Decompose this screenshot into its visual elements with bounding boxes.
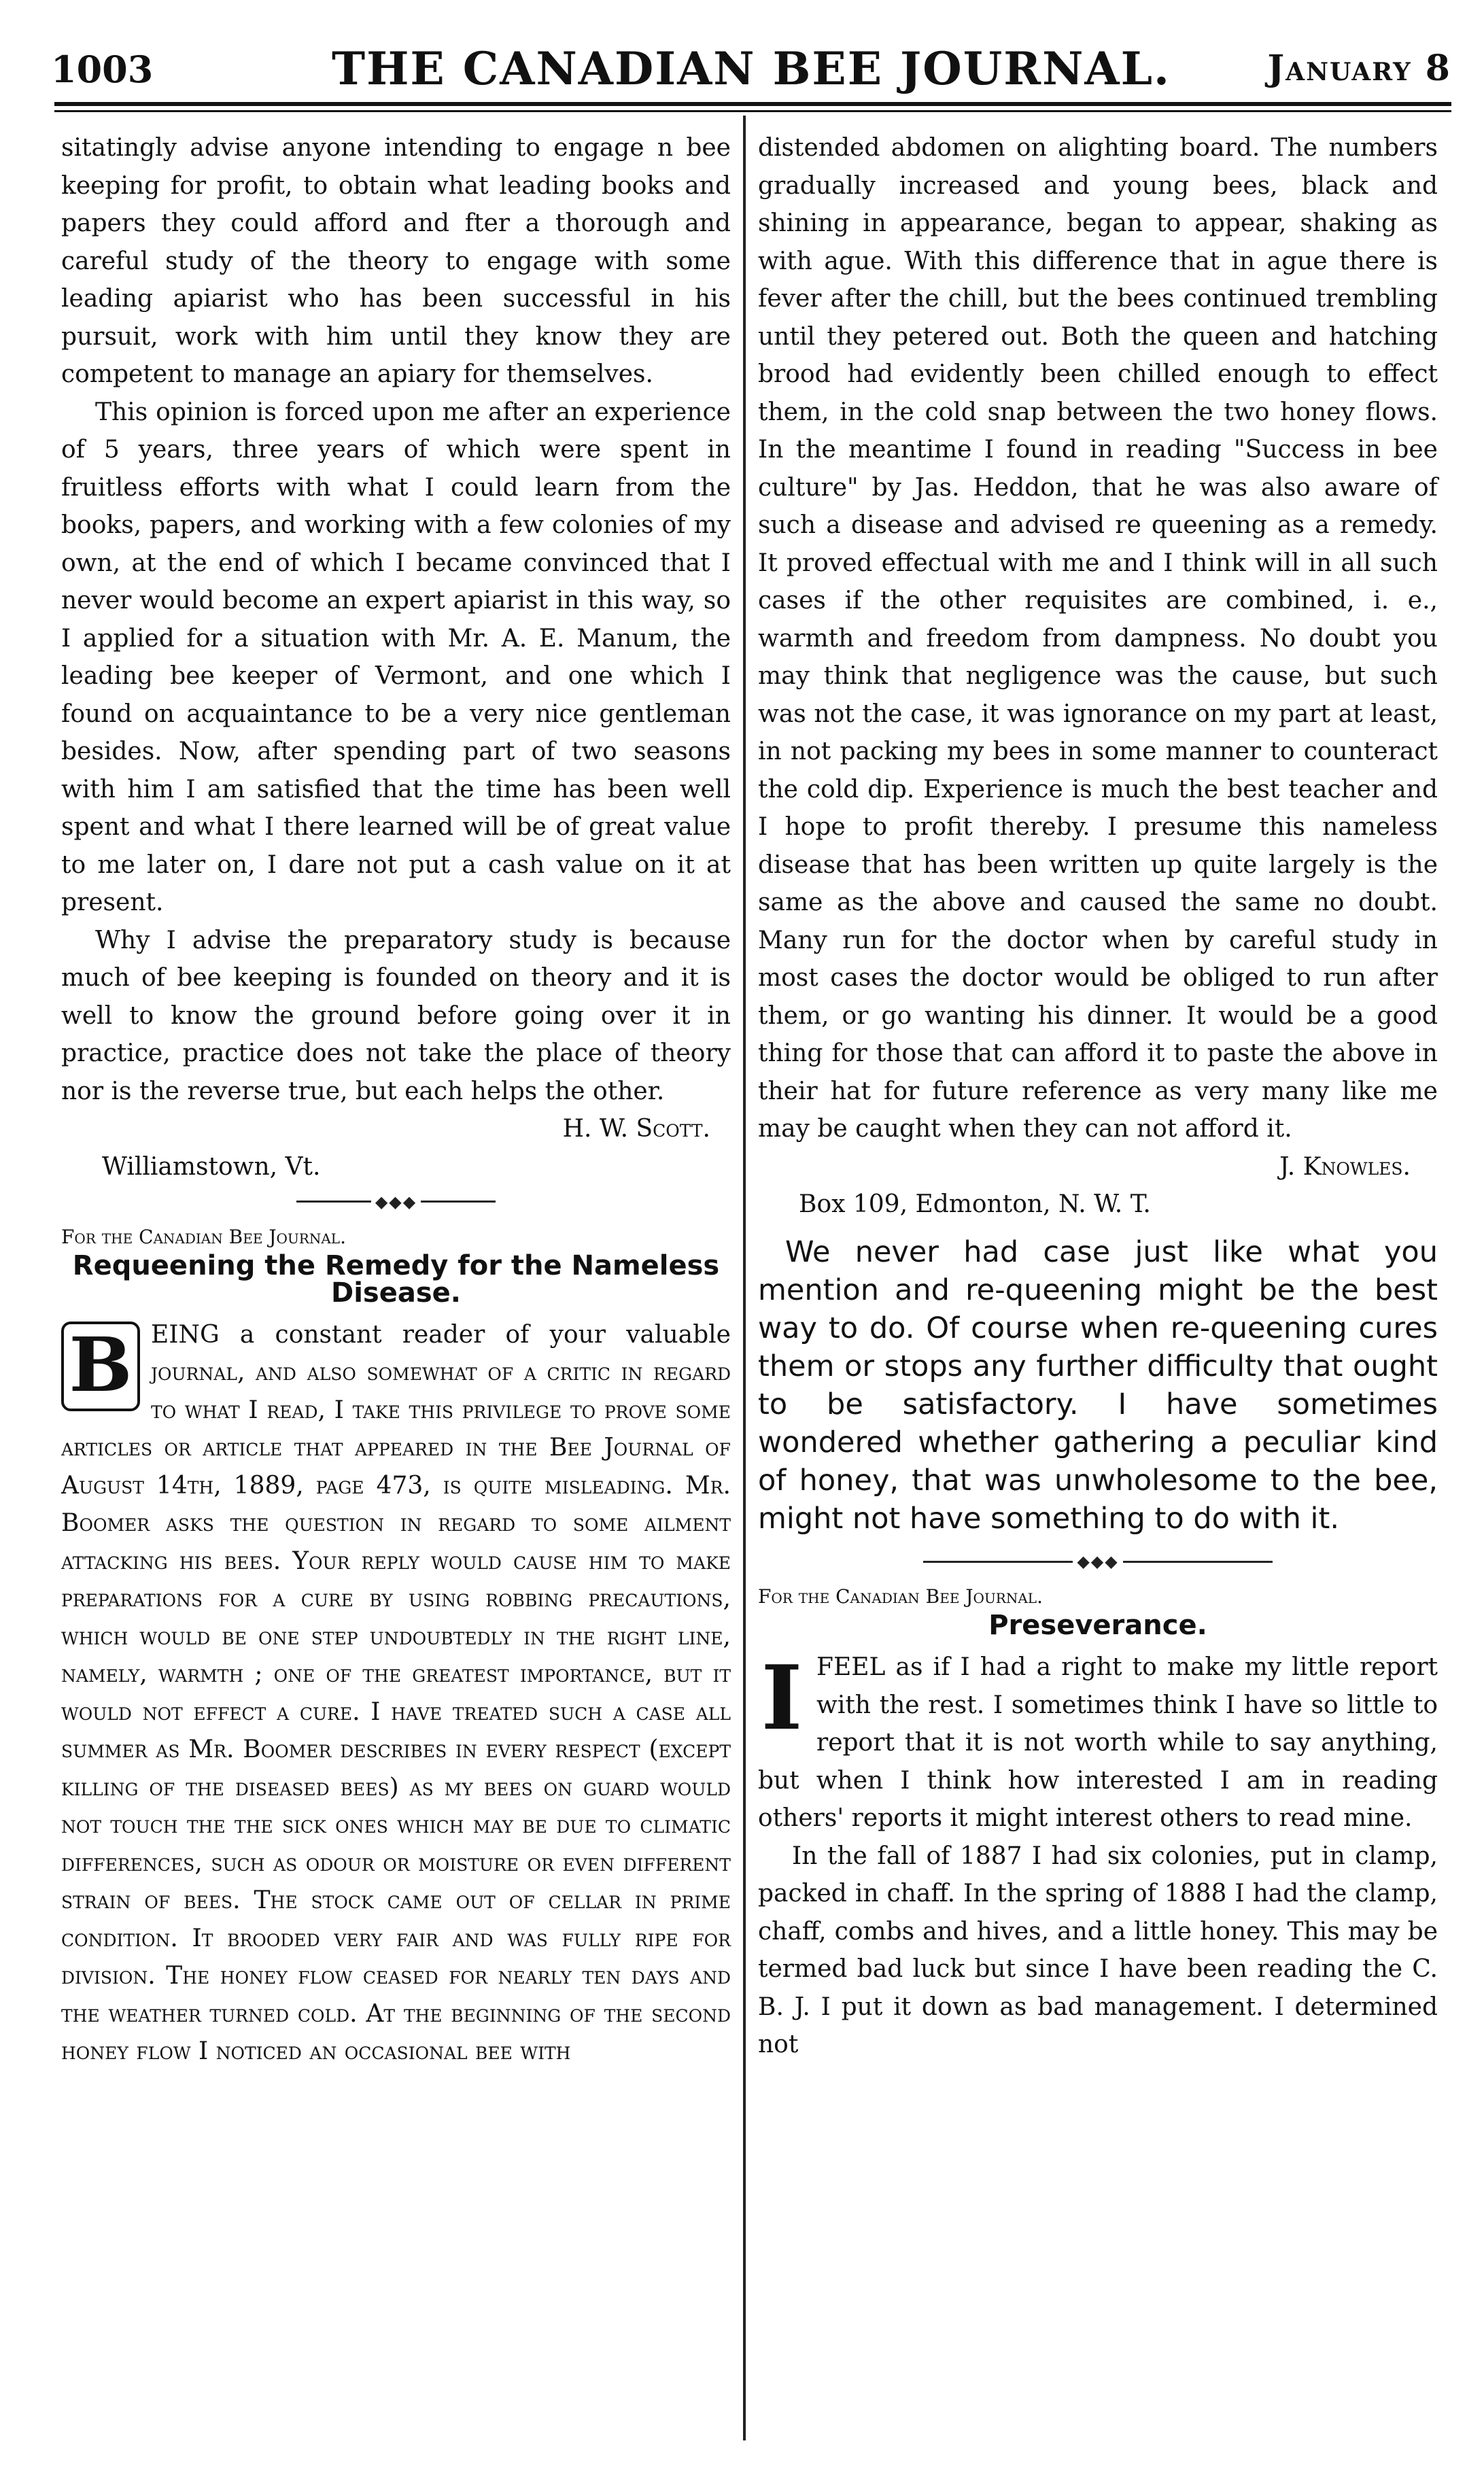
requeening-section-from: For the Canadian Bee Journal. — [61, 1225, 346, 1248]
perseverance-section-from: For the Canadian Bee Journal. — [758, 1585, 1043, 1608]
dropcap-b: B — [61, 1322, 140, 1411]
requeening-lead: EING a constant reader of your valuable — [151, 1320, 731, 1349]
column-divider — [743, 116, 746, 2440]
left-column — [61, 129, 731, 2071]
scott-paragraph-2: This opinion is forced upon me after an experience of 5 years, three years of which were spent in fruitless efforts with what I could learn from the books, papers, and working with a few colonies of my own, at the end of which I became convinced that I never would become an expert apiarist in this way, so I applied for a situation with Mr. A. E. Manum, the leading bee keeper of Vermont, and one which I found on acquaintance to be a very nice gentleman besides. Now, after spending part of two seasons with him I am satisfied that the time has been well spent and what I there learned will be of great value to me later on, I dare not put a cash value on it at present. — [61, 398, 731, 916]
requeening-body — [61, 1316, 731, 2071]
editor-reply-text: We never had case just like what you mention and re-queening might be the best way to do. Of course when re-queening cures them or stops any further difficulty that ought to be satisfactory. I have sometimes wondered whether gathering a peculiar kind of honey, that was unwholesome to the bee, might not have something to do with it. — [758, 1234, 1438, 1536]
scott-paragraph-3: Why I advise the preparatory study is because much of bee keeping is founded on theory and it is well to know the ground before going over it in practice, practice does not take the place of theory nor is the reverse true, but each helps the other. — [61, 926, 731, 1105]
header-rule-thin — [54, 110, 1451, 112]
perseverance-title: Preseverance. — [988, 1610, 1207, 1641]
scott-signature: H. W. Scott. — [562, 1115, 710, 1143]
section-ornament-2: ◆◆◆ — [758, 1551, 1438, 1572]
knowles-signature: J. Knowles. — [1279, 1152, 1411, 1181]
requeening-continued: distended abdomen on alighting board. The numbers gradually increased and young bees, black and shining in appearance, began to appear, shaking as with ague. With this difference that in ague there is fever after the chill, but the bees continued trembling until they petered out. Both the queen and hatching brood had evidently been chilled enough to effect them, in the cold snap between the two honey flows. In the meantime I found in reading "Success in bee culture" by Jas. Heddon, that he was also aware of such a disease and advised re queening as a remedy. It proved effectual with me and I think will in all such cases if the other requisites are combined, i. e., warmth and freedom from dampness. No doubt you may think that negligence was the cause, but such was not the case, it was ignorance on my part at least, in not packing my bees in some manner to counteract the cold dip. Experience is much the best teacher and I hope to profit thereby. I presume this nameless disease that has been written up quite largely is the same as the above and caused the same no doubt. Many run for the doctor when by careful study in most cases the doctor would be obliged to run after them, or go wanting his dinner. It would be a good thing for those that can afford it to paste the above in their hat for future reference as very many like me may be caught when they can not afford it. — [758, 134, 1438, 1143]
editor-reply — [758, 1233, 1438, 1538]
requeening-paragraph: journal, and also somewhat of a critic in regard to what I read, I take this privilege to prove some articles or article that appeared in the Bee Journal of August 14th, 1889, page 473, is quite misleading. Mr. Boomer asks the question in regard to some ailment attacking his bees. Your reply would cause him to make preparations for a cure by using robbing precautions, which would be one step undoubtedly in the right line, namely, warmth ; one of the greatest importance, but it would not effect a cure. I have treated such a case all summer as Mr. Boomer describes in every respect (except killing of the diseased bees) as my bees on guard would not touch the the sick ones which may be due to climatic differences, such as odour or moisture or even different strain of bees. The stock came out of cellar in prime condition. It brooded very fair and was fully ripe for division. The honey flow ceased for nearly ten days and the weather turned cold. At the beginning of the second honey flow I noticed an occasional bee with — [61, 1358, 731, 2065]
right-column — [758, 129, 1438, 2064]
perseverance-paragraph-2: In the fall of 1887 I had six colonies, put in clamp, packed in chaff. In the spring of 1888 I had the clamp, chaff, combs and hives, and a little honey. This may be termed bad luck but since I have been reading the C. B. J. I put it down as bad management. I determined not — [758, 1842, 1438, 2058]
page-number: 1003 — [51, 48, 154, 91]
perseverance-text-1: FEEL as if I had a right to make my little report with the rest. I sometimes think I have so little to report that it is not worth while to say anything, but when I think how interested I am in reading others' reports it might interest others to read mine. — [758, 1653, 1438, 1832]
dropcap-i: I — [761, 1646, 803, 1750]
journal-title: THE CANADIAN BEE JOURNAL. — [331, 42, 1171, 95]
scott-paragraph-1: sitatingly advise anyone intending to engage n bee keeping for profit, to obtain what leading books and papers they could afford and fter a thorough and careful study of the theory to engage with some leading apiarist who has been successful in his pursuit, work with him until they know they are competent to manage an apiary for themselves. — [61, 134, 731, 388]
requeening-title: Requeening the Remedy for the Nameless Disease. — [72, 1249, 720, 1309]
section-ornament: ◆◆◆ — [61, 1191, 731, 1211]
header-rule — [54, 102, 1451, 106]
knowles-place: Box 109, Edmonton, N. W. T. — [799, 1190, 1151, 1218]
page-header — [51, 27, 1451, 102]
issue-date: January 8 — [1267, 48, 1451, 89]
perseverance-paragraph-1 — [758, 1648, 1438, 1837]
scott-place: Williamstown, Vt. — [102, 1152, 321, 1181]
